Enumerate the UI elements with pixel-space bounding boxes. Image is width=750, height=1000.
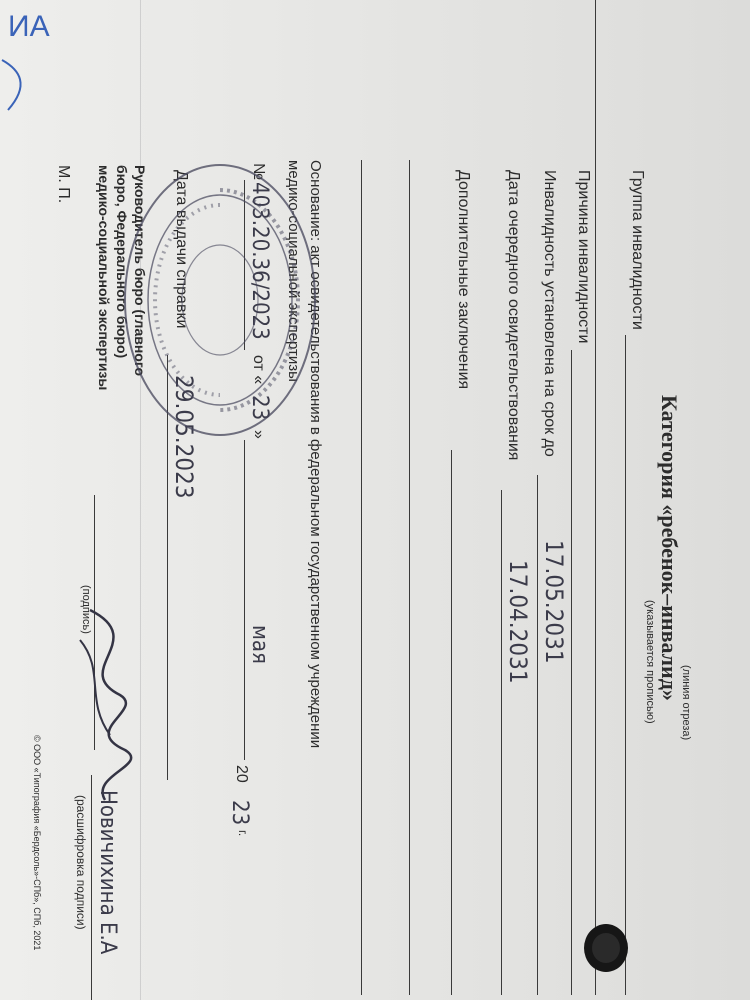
act-day-close: » — [250, 430, 267, 439]
act-from-label: от « — [250, 355, 267, 385]
act-no-label: № — [250, 163, 267, 181]
basis-line-2: медико-социальной экспертизы — [285, 160, 302, 382]
cut-line-label: (линия отреза) — [680, 665, 692, 741]
act-day-line — [244, 440, 245, 590]
additional-label: Дополнительные заключения — [455, 170, 472, 390]
established-line — [537, 475, 538, 995]
name-line — [91, 775, 92, 1000]
head-label-3: медико-социальной экспертизы — [96, 165, 112, 391]
act-day: 23 — [247, 395, 272, 421]
act-year-end: г. — [236, 830, 250, 837]
group-line-2 — [595, 0, 596, 995]
established-label: Инвалидность установлена на срок до — [541, 170, 558, 457]
additional-line — [451, 450, 452, 995]
head-label-1: Руководитель бюро (главного — [132, 165, 148, 377]
signatory-name: Новичихина Е.А — [95, 790, 120, 955]
head-label-2: бюро, Федерального бюро) — [114, 165, 130, 359]
act-number: 403.20.36/2023 — [247, 182, 272, 340]
issue-date: 29.05.2023 — [170, 375, 198, 499]
act-year-prefix: 20 — [233, 765, 250, 783]
group-label: Группа инвалидности — [629, 170, 646, 330]
act-month-line — [244, 590, 245, 760]
category-value: Категория «ребенок–инвалид» — [657, 395, 682, 701]
issue-label: Дата выдачи справки — [173, 170, 190, 329]
signature-hint: (подпись) — [80, 585, 92, 634]
basis-line-1: Основание: акт освидетельствования в федеральном государственном учреждении — [307, 160, 324, 749]
additional-line-2 — [409, 160, 410, 995]
reexam-value: 17.04.2031 — [504, 560, 532, 684]
act-year-suffix: 23 — [227, 800, 252, 826]
name-hint: (расшифровка подписи) — [74, 795, 88, 930]
handwritten-signature — [60, 600, 160, 810]
cause-label: Причина инвалидности — [575, 170, 592, 344]
stamp-label: М. П. — [55, 165, 72, 204]
group-line — [625, 335, 626, 995]
category-hint: (указывается прописью) — [644, 600, 656, 724]
cause-line — [571, 350, 572, 995]
printer-footer: © ООО «Типография «Бердсоль»-СПб», СПб, 2021 — [32, 735, 42, 951]
reexam-line — [501, 490, 502, 995]
margin-mark: ИА — [8, 10, 50, 43]
established-value: 17.05.2031 — [540, 540, 568, 664]
binder-hole — [584, 924, 628, 972]
reexam-label: Дата очередного освидетельствования — [505, 170, 522, 461]
official-stamp — [120, 160, 320, 440]
additional-line-3 — [361, 160, 362, 995]
act-month: мая — [247, 625, 272, 664]
